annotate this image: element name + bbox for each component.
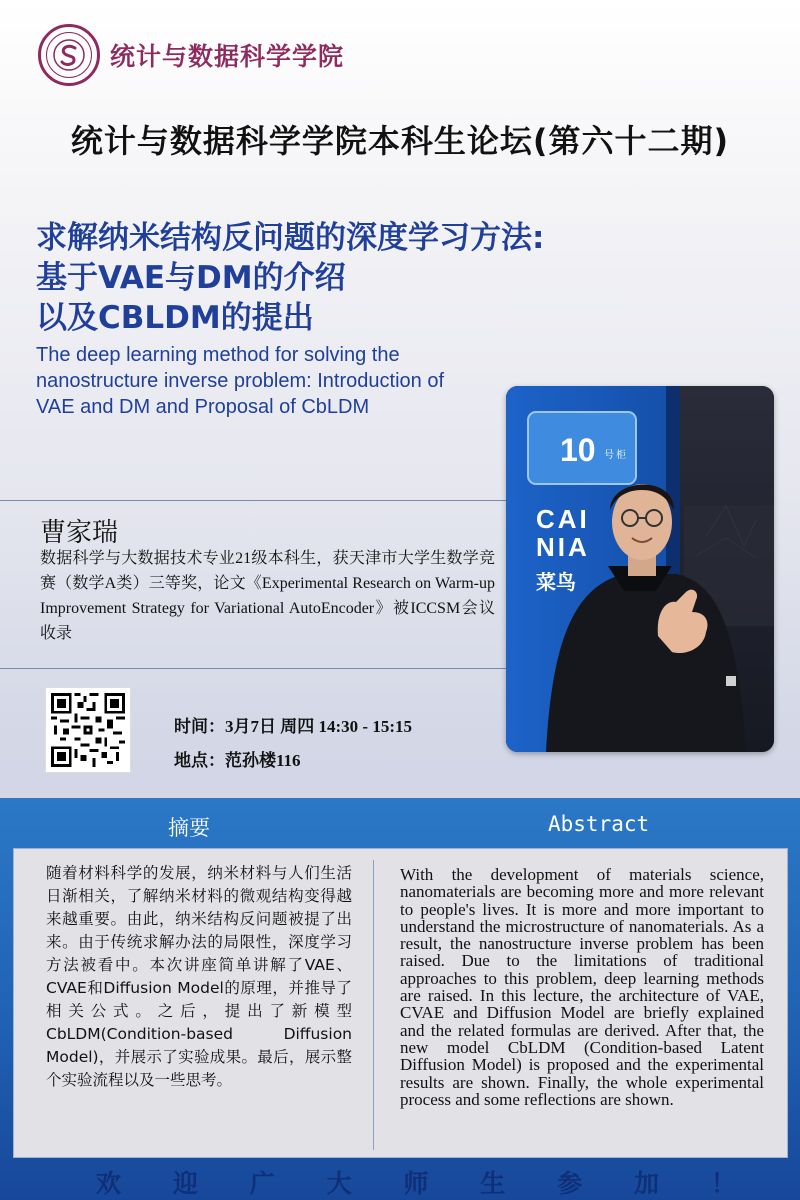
talk-title-zh-line-2: 基于VAE与DM的介绍 [36,260,346,296]
welcome-char: 加 [634,1169,660,1198]
talk-title-zh-line-3: 以及CBLDM的提出 [36,300,314,336]
talk-title-en [36,342,516,420]
welcome-char: 大 [326,1169,352,1198]
forum-title: 统计与数据科学学院本科生论坛(第六十二期) [70,122,730,160]
speaker-photo [506,386,774,752]
talk-title-en-line-1: The deep learning method for solving the [36,344,400,366]
school-seal-icon [38,24,100,86]
event-place-value: 范孙楼116 [225,751,301,770]
welcome-char: 参 [557,1169,583,1198]
welcome-char: 生 [480,1169,506,1198]
divider-bottom [0,668,510,669]
abstract-heading-en: Abstract [548,812,650,836]
photo-sign-number: 10 [560,432,596,468]
event-time-value: 3月7日 周四 14:30 - 15:15 [225,717,412,736]
photo-brand-line-1: CAI [536,504,590,534]
welcome-char: 欢 [96,1169,122,1198]
talk-title-en-line-3: VAE and DM and Proposal of CbLDM [36,396,370,418]
photo-brand-zh: 菜鸟 [536,570,576,594]
welcome-char: 师 [403,1169,429,1198]
divider-top [0,500,510,501]
welcome-char: 迎 [172,1169,198,1198]
event-time [174,712,412,737]
talk-title-zh [36,218,596,338]
talk-title-en-line-2: nanostructure inverse problem: Introduction of [36,370,444,392]
welcome-char: ！ [710,1169,736,1198]
abstract-text-en: With the development of materials science, nanomaterials are becoming more and more relevant to people's lives. It is more and more important to understand the microstructure of nanomaterials. As a result, the nanostructure inverse problem has been raised. Due to the limitations of traditional approaches to this problem, deep learning methods are raised. In this lecture, the architecture of VAE, CVAE and Diffusion Model are briefly explained and the related formulas are derived. After that, the new model CbLDM (Condition-based Latent Diffusion Model) is proposed and the experimental results are shown. Finally, the whole experimental process and some reflections are shown. [400,865,764,1109]
talk-title-zh-line-1: 求解纳米结构反问题的深度学习方法: [36,220,545,256]
school-logo [38,24,344,86]
event-time-label: 时间： [174,717,225,737]
speaker-bio: 数据科学与大数据技术专业21级本科生，获天津市大学生数学竞赛（数学A类）三等奖，论文《Experimental Research on Warm-up Improvement Strategy for Variational AutoEncoder》被ICCSM会议收录 [40,550,495,642]
speaker-name: 曹家瑞 [40,518,119,548]
school-name: 统计与数据科学学院 [110,42,345,71]
photo-sign-suffix-1: 号 [604,450,614,461]
abstract-divider [373,860,374,1150]
photo-brand-line-2: NIA [536,532,590,562]
abstract-text-zh: 随着材料科学的发展，纳米材料与人们生活日渐相关，了解纳米材料的微观结构变得越来越重要。由此，纳米结构反问题被提了出来。由于传统求解办法的局限性，深度学习方法被看中。本次讲座简单讲解了VAE、CVAE和Diffusion Model的原理，并推导了相关公式。之后，提出了新模型CbLDM(Condition-based Diffusion Model)，并展示了实验成果。最后，展示整个实验流程以及一些思考。 [46,864,352,1089]
abstract-heading-zh: 摘要 [168,816,210,840]
qr-code[interactable] [46,688,130,772]
event-place [174,746,301,771]
welcome-banner [96,1164,736,1200]
event-place-label: 地点： [174,751,225,771]
welcome-char: 广 [249,1169,275,1198]
photo-sign-suffix-2: 柜 [616,450,626,461]
